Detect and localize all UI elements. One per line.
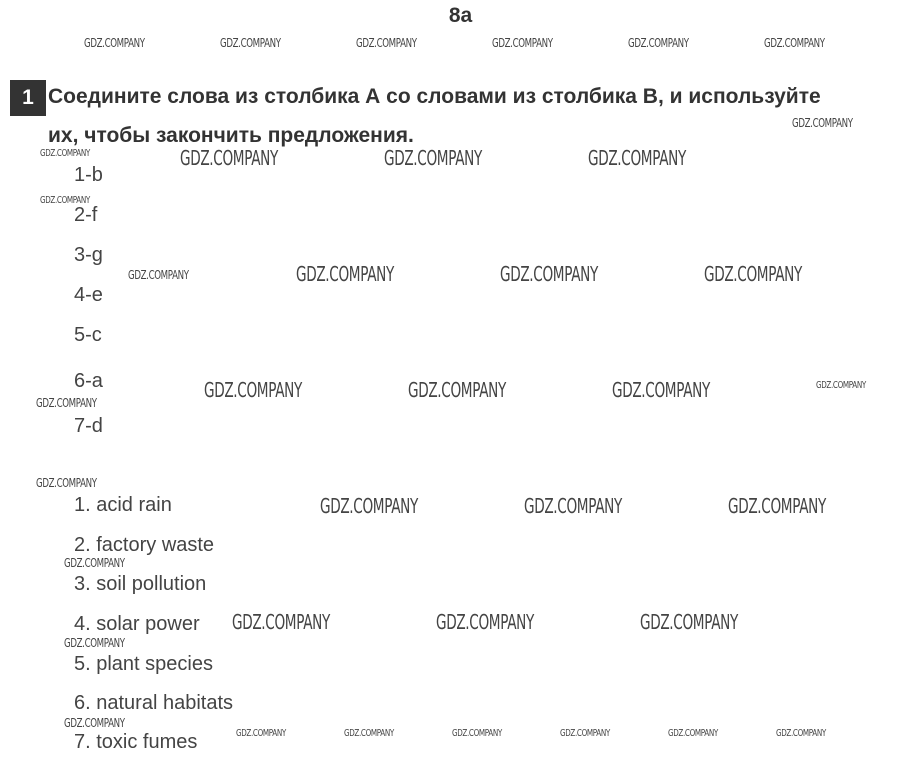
watermark: GDZ.COMPANY <box>588 146 686 170</box>
watermark: GDZ.COMPANY <box>612 378 710 402</box>
match-answer: 7-d <box>74 415 103 437</box>
watermark: GDZ.COMPANY <box>668 728 718 739</box>
watermark: GDZ.COMPANY <box>704 262 802 286</box>
watermark: GDZ.COMPANY <box>492 36 553 50</box>
watermark: GDZ.COMPANY <box>40 195 90 206</box>
phrase-item: 6. natural habitats <box>74 692 233 714</box>
match-answer: 3-g <box>74 244 103 266</box>
task-instruction-line-2: их, чтобы закончить предложения. <box>48 124 414 147</box>
phrase-item: 7. toxic fumes <box>74 731 198 753</box>
match-answer: 5-c <box>74 324 102 346</box>
watermark: GDZ.COMPANY <box>408 378 506 402</box>
watermark: GDZ.COMPANY <box>320 494 418 518</box>
watermark: GDZ.COMPANY <box>204 378 302 402</box>
phrase-item: 3. soil pollution <box>74 573 207 595</box>
watermark: GDZ.COMPANY <box>560 728 610 739</box>
watermark: GDZ.COMPANY <box>236 728 286 739</box>
watermark: GDZ.COMPANY <box>64 716 125 730</box>
watermark: GDZ.COMPANY <box>500 262 598 286</box>
watermark: GDZ.COMPANY <box>220 36 281 50</box>
watermark: GDZ.COMPANY <box>776 728 826 739</box>
watermark: GDZ.COMPANY <box>64 636 125 650</box>
watermark: GDZ.COMPANY <box>356 36 417 50</box>
watermark: GDZ.COMPANY <box>628 36 689 50</box>
watermark: GDZ.COMPANY <box>640 610 738 634</box>
watermark: GDZ.COMPANY <box>64 556 125 570</box>
match-answer: 1-b <box>74 164 103 186</box>
phrase-item: 4. solar power <box>74 613 200 635</box>
page-heading: 8a <box>448 4 473 27</box>
phrase-item: 1. acid rain <box>74 494 172 516</box>
watermark: GDZ.COMPANY <box>728 494 826 518</box>
task-instruction-line-1: Соедините слова из столбика А со словами из столбика В, и используйте <box>48 85 821 108</box>
match-answer: 6-a <box>74 370 103 392</box>
watermark: GDZ.COMPANY <box>436 610 534 634</box>
watermark: GDZ.COMPANY <box>296 262 394 286</box>
watermark: GDZ.COMPANY <box>36 396 97 410</box>
watermark: GDZ.COMPANY <box>344 728 394 739</box>
phrase-item: 5. plant species <box>74 653 213 675</box>
watermark: GDZ.COMPANY <box>384 146 482 170</box>
watermark: GDZ.COMPANY <box>84 36 145 50</box>
watermark: GDZ.COMPANY <box>816 380 866 391</box>
watermark: GDZ.COMPANY <box>792 116 853 130</box>
match-answer: 4-e <box>74 284 103 306</box>
watermark: GDZ.COMPANY <box>128 268 189 282</box>
watermark: GDZ.COMPANY <box>452 728 502 739</box>
watermark: GDZ.COMPANY <box>232 610 330 634</box>
phrase-item: 2. factory waste <box>74 534 215 556</box>
task-number-badge: 1 <box>10 80 46 116</box>
watermark: GDZ.COMPANY <box>36 476 97 490</box>
watermark: GDZ.COMPANY <box>180 146 278 170</box>
watermark: GDZ.COMPANY <box>524 494 622 518</box>
watermark: GDZ.COMPANY <box>764 36 825 50</box>
match-answer: 2-f <box>74 204 98 226</box>
watermark: GDZ.COMPANY <box>40 148 90 159</box>
